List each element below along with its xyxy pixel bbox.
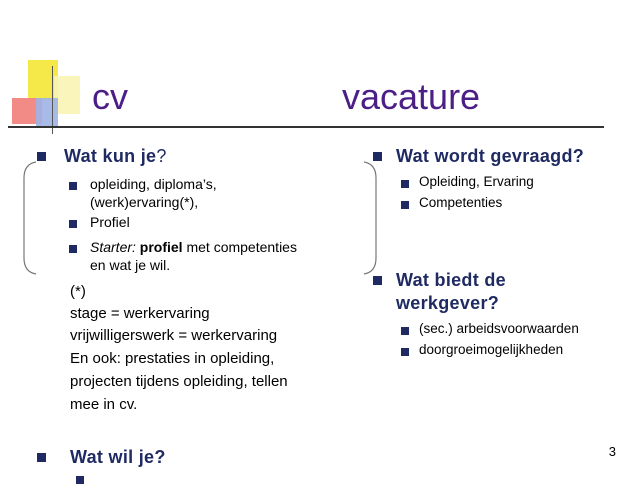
left-item-2: Profiel [90,214,130,230]
heading-werkgever: werkgever? [396,293,500,313]
deco-square-blue [36,98,58,128]
note-line: stage = werkervaring [70,305,210,322]
sub-bullet [69,220,77,228]
starter-label: Starter: [90,239,136,255]
note-line: mee in cv. [70,396,138,413]
heading-wat-biedt-de: Wat biedt de [396,270,506,290]
sub-bullet [69,245,77,253]
note-line: En ook: prestaties in opleiding, [70,350,275,367]
sub-bullet [69,182,77,190]
left-brace [18,160,38,276]
bullet-square [37,453,46,462]
heading-wat-kun-je [64,146,167,167]
note-line: projecten tijdens opleiding, tellen [70,373,288,390]
right-item-1: Opleiding, Ervaring [419,174,534,189]
sub-bullet-cut [76,476,84,484]
note-line: vrijwilligerswerk = werkervaring [70,327,278,344]
sub-bullet [401,348,409,356]
heading-wat-wordt-gevraagd: Wat wordt gevraagd? [396,146,585,166]
page-number: 3 [608,444,616,459]
sub-bullet [401,327,409,335]
left-item-1-line2: (werk)ervaring(*), [90,194,199,210]
sub-bullet [401,201,409,209]
left-item-starter-line2: en wat je wil. [90,257,171,273]
heading-wat-wil-je: Wat wil je? [70,447,166,467]
right-item-3: (sec.) arbeidsvoorwaarden [419,321,579,336]
starter-rest: met competenties [182,239,297,255]
bullet-square [373,276,382,285]
bullet-square [37,152,46,161]
left-item-starter [90,239,297,255]
note-line: (*) [70,283,86,300]
heading-text: Wat kun je [64,146,157,166]
left-item-1-line1: opleiding, diploma’s, [90,176,217,192]
starter-bold: profiel [139,239,183,255]
title-vacature: vacature [342,76,481,117]
title-divider [8,126,604,128]
right-item-4: doorgroeimogelijkheden [419,342,564,357]
right-item-2: Competenties [419,195,503,210]
title-cv: cv [92,76,128,117]
deco-vertical-line [52,66,53,134]
right-brace [362,160,382,276]
heading-question-mark: ? [156,146,167,166]
sub-bullet [401,180,409,188]
